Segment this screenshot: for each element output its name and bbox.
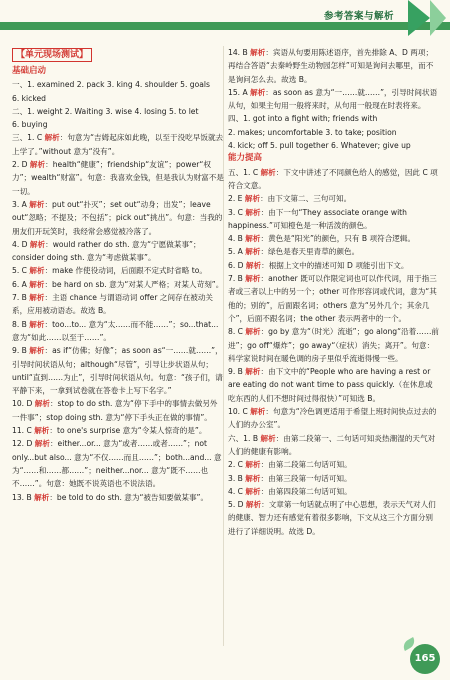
answer-item: [228, 46, 440, 86]
answer-item: [228, 432, 440, 459]
explanation-tag: 解析: [34, 492, 50, 502]
answer-label: 五、1. C: [228, 167, 261, 177]
explanation-text: ：stop to do sth. 意为“停下手中的事情去做另外一件事”；stop doing sth. 意为“停下手头正在做的事情”。: [12, 399, 218, 422]
answer-item: [228, 245, 440, 258]
answer-item: [12, 131, 224, 158]
explanation-text: ：to one's surprise 意为“令某人惊奇的是”。: [49, 426, 207, 436]
explanation-tag: 解析: [29, 319, 45, 329]
header-title: 参考答案与解析: [323, 11, 394, 22]
explanation-tag: 解析: [245, 207, 261, 217]
explanation-tag: 解析: [250, 48, 266, 57]
answer-label: 15. A: [228, 87, 251, 97]
explanation-tag: 解析: [29, 293, 45, 303]
answer-line: 4. kick; off 5. pull together 6. Whatever; give up: [228, 141, 411, 151]
answer-item: [228, 192, 440, 205]
answer-line: 一、1. examined 2. pack 3. king 4. shoulder 5. goals: [12, 80, 210, 90]
explanation-text: ：由下文第二、三句可知。: [260, 194, 352, 204]
explanation-tag: 解析: [245, 460, 261, 470]
explanation-tag: 解析: [260, 167, 276, 177]
answer-label: 5. D: [228, 500, 246, 510]
explanation-tag: 解析: [245, 247, 261, 257]
explanation-tag: 解析: [244, 194, 261, 204]
answer-label: 7. B: [12, 293, 30, 303]
answer-item: [12, 344, 224, 397]
page-number-text: 165: [414, 653, 436, 664]
answer-line: 四、1. got into a fight with; friends with: [228, 114, 378, 124]
answer-label: 5. C: [12, 266, 30, 276]
explanation-tag: 解析: [250, 87, 266, 97]
explanation-tag: 解析: [245, 274, 261, 284]
explanation-text: ：make 作使役动词，后面跟不定式时省略 to。: [44, 266, 207, 276]
explanation-text: ：下文中讲述了不同颜色给人的感觉，因此 C 项符合文意。: [228, 167, 438, 190]
answer-label: 三、1. C: [12, 133, 45, 143]
explanation-text: ：由下文中的“People who are having a rest or are eating do not want time to pass quickly.（在休息或吃东西的人们不想时间过得很快）”可知选 B。: [228, 367, 433, 403]
answer-item: [12, 291, 224, 318]
explanation-tag: 解析: [29, 160, 46, 170]
answer-label: 6. D: [228, 260, 246, 270]
left-column: [12, 46, 224, 504]
answer-line: 二、1. weight 2. Waiting 3. wise 4. losing 5. to let: [12, 106, 199, 116]
answer-label: 4. C: [228, 486, 246, 496]
explanation-text: ：be hard on sb. 意为“对某人严格；对某人苛刻”。: [44, 279, 224, 289]
header-bar: [0, 22, 450, 30]
explanation-tag: 解析: [29, 346, 45, 356]
explanation-text: ：由第三段第一句话可知。: [260, 473, 352, 483]
explanation-tag: 解析: [250, 407, 266, 417]
explanation-text: ：文章第一句话就点明了中心思想，表示天气对人们的健康、智力还有感觉有着很多影响，下文从这三个方面分别进行了详细说明。故选 D。: [228, 500, 436, 536]
answer-item: [228, 485, 440, 498]
answer-item: [228, 458, 440, 471]
explanation-text: ：宾语从句要用陈述语序，首先排除 A、D 两项；再结合答语“去秦岭野生动物园怎样”可知是询问去哪里，而不是询问怎么去。故选 B。: [228, 48, 434, 84]
page-number: [410, 644, 440, 674]
answer-item: [12, 318, 224, 345]
explanation-text: ：句意为“吉姆起床如此晚，以至于没吃早饭就去上学了。”without 意为“没有”。: [12, 133, 224, 156]
answer-item: [228, 259, 440, 272]
explanation-text: ：either...or... 意为“或者……或者……”；not only...but also... 意为“不仅……而且……”；both...and... 意为“……和……都……”；neither...nor... 意为“既不……也不……”。句意：她既不说英语也不说法语。: [12, 439, 222, 489]
answer-label: 9. B: [12, 346, 30, 356]
explanation-text: ：as soon as 意为“一……就……”，引导时间状语从句，如果主句用一般将来时，从句用一般现在时表将来。: [228, 87, 438, 111]
explanation-tag: 解析: [245, 486, 261, 496]
explanation-tag: 解析: [245, 367, 261, 377]
explanation-tag: 解析: [245, 234, 261, 244]
explanation-text: ：绿色是春天里青草的颜色。: [260, 247, 360, 257]
right-column: [228, 46, 440, 538]
explanation-text: ：句意为“冷色调更适用于希望上班时间快点过去的人们的办公室”。: [228, 407, 437, 430]
answer-item: [12, 437, 224, 490]
answer-label: 8. C: [228, 327, 246, 337]
explanation-tag: 解析: [29, 199, 45, 209]
explanation-text: ：主语 chance 与谓语动词 offer 之间存在被动关系，应用被动语态。故选 B。: [12, 293, 214, 316]
explanation-text: ：根据上文中的描述可知 D 项能引出下文。: [261, 260, 409, 270]
answer-label: 7. B: [228, 274, 246, 284]
answer-item: [228, 405, 440, 432]
explanation-text: ：put out“扑灭”；set out“动身；出发”；leave out“忽略；不提及；不包括”；pick out“挑出”。句意：当我的朋友们开玩笑时，我经常会感觉被冷落了。: [12, 199, 223, 236]
explanation-tag: 解析: [34, 399, 50, 409]
explanation-text: ：another 既可以作限定词也可以作代词，用于指三者或三者以上中的另一个；other 可作形容词或代词，意为“其他的；别的”，后面跟名词；others 意为“另外几个；其余几个”，后面不跟名词；the other 表示两者中的一个。: [228, 274, 437, 323]
explanation-tag: 解析: [34, 426, 50, 436]
section-heading-row: [12, 46, 224, 65]
answer-item: [228, 472, 440, 485]
answer-label: 10. C: [228, 407, 251, 417]
answer-item: [228, 365, 440, 405]
explanation-text: ：黄色是“阳光”的颜色，只有 B 项符合逻辑。: [260, 234, 416, 244]
explanation-tag: 解析: [29, 266, 45, 276]
explanation-tag: 解析: [29, 279, 45, 289]
answer-label: 12. D: [12, 439, 35, 449]
answer-item: [12, 278, 224, 291]
answer-label: 5. A: [228, 247, 246, 257]
answer-label: 4. B: [228, 234, 246, 244]
answer-label: 8. B: [12, 319, 30, 329]
explanation-text: ：由第二段第二句话可知。: [260, 460, 352, 470]
section-heading: 【单元现场测试】: [12, 48, 92, 62]
answer-line: 6. buying: [12, 120, 48, 130]
explanation-tag: 解析: [245, 260, 262, 270]
explanation-tag: 解析: [245, 473, 261, 483]
answer-item: [12, 238, 224, 265]
chevron-icon: [430, 0, 446, 36]
explanation-tag: 解析: [245, 500, 262, 510]
explanation-text: ：由下一句“They associate orange with happiness.”可知橙色是一种活泼的颜色。: [228, 207, 407, 230]
answer-line: 2. makes; uncomfortable 3. to take; position: [228, 127, 397, 137]
leaf-icon: [401, 637, 417, 651]
answer-item: [228, 325, 440, 365]
answer-label: 3. B: [228, 473, 246, 483]
explanation-text: ：would rather do sth. 意为“宁愿做某事”；consider doing sth. 意为“考虑做某事”。: [12, 239, 201, 263]
explanation-text: ：be told to do sth. 意为“被告知要做某事”。: [49, 492, 209, 502]
answer-label: 2. E: [228, 194, 245, 204]
answer-item: [228, 272, 440, 325]
explanation-tag: 解析: [245, 327, 261, 337]
explanation-text: ：too...to... 意为“太……而不能……”；so...that... 意为“如此……以至于……”。: [12, 319, 219, 342]
answer-item: [228, 86, 440, 113]
explanation-text: ：go by 意为“（时光）流逝”；go along“沿着……前进”；go off“爆炸”；go away“（症状）消失；离开”。句意：科学家说时间在暖色调的房子里似乎流逝得慢一些。: [228, 327, 440, 363]
answer-label: 11. C: [12, 426, 35, 436]
explanation-text: ：health“健康”；friendship“友谊”；power“权力”；wealth“财富”。句意：我喜欢金钱，但是我认为财富不是一切。: [12, 160, 224, 196]
answer-item: [228, 206, 440, 233]
answer-label: 14. B: [228, 48, 251, 57]
chevron-icon: [408, 0, 430, 36]
explanation-tag: 解析: [34, 439, 50, 449]
answer-item: [12, 264, 224, 277]
answer-label: 10. D: [12, 399, 35, 409]
answer-label: 6. A: [12, 279, 30, 289]
explanation-tag: 解析: [260, 433, 276, 443]
answer-line: 6. kicked: [12, 93, 46, 103]
answer-label: 4. D: [12, 239, 30, 249]
explanation-text: ：as if“仿佛；好像”；as soon as“一……就……”，引导时间状语从句；although“尽管”，引导让步状语从句；until“直到……为止”，引导时间状语从句。句意：“孩子们，请平静下来，一拿到试卷就在答卷卡上写下名字。”: [12, 346, 223, 396]
answer-item: [12, 158, 224, 198]
answer-item: [12, 397, 224, 424]
explanation-tag: 解析: [29, 239, 46, 249]
explanation-text: ：由第二段第一、二句话可知炎热潮湿的天气对人们的健康有影响。: [228, 433, 436, 456]
subsection-heading: 基础启动: [12, 66, 47, 76]
answer-label: 3. C: [228, 207, 246, 217]
answer-label: 六、1. B: [228, 433, 261, 443]
explanation-tag: 解析: [44, 133, 60, 143]
answer-label: 2. D: [12, 160, 30, 170]
answer-item: [12, 198, 224, 238]
explanation-text: ：由第四段第二句话可知。: [260, 486, 352, 496]
page-header: [0, 0, 450, 40]
answer-label: 3. A: [12, 199, 30, 209]
answer-label: 2. C: [228, 460, 246, 470]
answer-item: [228, 232, 440, 245]
answer-item: [12, 424, 224, 437]
answer-label: 9. B: [228, 367, 246, 377]
answer-item: [12, 491, 224, 504]
answer-label: 13. B: [12, 492, 35, 502]
answer-item: [228, 498, 440, 538]
answer-item: [228, 166, 440, 193]
subsection-heading: 能力提高: [228, 153, 263, 164]
